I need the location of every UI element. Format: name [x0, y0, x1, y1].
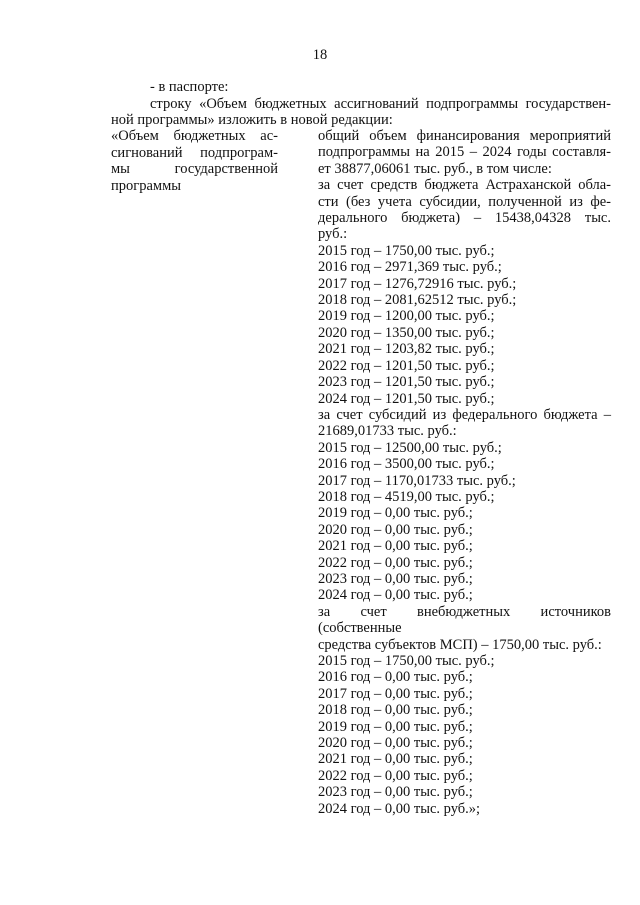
federal-year: 2016 год – 3500,00 тыс. руб.;	[318, 456, 495, 473]
federal-year: 2019 год – 0,00 тыс. руб.;	[318, 505, 473, 522]
page-number: 18	[312, 47, 328, 63]
intro-line: строку «Объем бюджетных ассигнований подпрограммы государствен-	[150, 95, 611, 112]
extrabudget-year: 2016 год – 0,00 тыс. руб.;	[318, 669, 473, 686]
regional-year: 2018 год – 2081,62512 тыс. руб.;	[318, 292, 517, 309]
row-label-line: программы	[111, 177, 181, 194]
extrabudget-year: 2017 год – 0,00 тыс. руб.;	[318, 685, 473, 702]
federal-line: 21689,01733 тыс. руб.:	[318, 423, 457, 440]
intro-paragraph	[111, 79, 611, 129]
regional-year: 2015 год – 1750,00 тыс. руб.;	[318, 242, 495, 259]
row-label	[111, 128, 278, 194]
regional-year: 2023 год – 1201,50 тыс. руб.;	[318, 374, 495, 391]
federal-year: 2020 год – 0,00 тыс. руб.;	[318, 521, 473, 538]
regional-year: 2016 год – 2971,369 тыс. руб.;	[318, 259, 502, 276]
federal-year: 2022 год – 0,00 тыс. руб.;	[318, 554, 473, 571]
extrabudget-year: 2023 год – 0,00 тыс. руб.;	[318, 784, 473, 801]
extrabudget-year: 2020 год – 0,00 тыс. руб.;	[318, 735, 473, 752]
total-line: общий объем финансирования мероприятий	[318, 128, 611, 144]
federal-year: 2017 год – 1170,01733 тыс. руб.;	[318, 472, 516, 489]
regional-line: дерального бюджета) – 15438,04328 тыс.	[318, 210, 611, 227]
federal-year: 2018 год – 4519,00 тыс. руб.;	[318, 488, 495, 505]
extrabudget-year: 2015 год – 1750,00 тыс. руб.;	[318, 653, 495, 669]
regional-line: за счет средств бюджета Астраханской обла-	[318, 177, 611, 194]
regional-line: руб.:	[318, 226, 348, 243]
extrabudget-year: 2019 год – 0,00 тыс. руб.;	[318, 718, 473, 735]
regional-line: сти (без учета субсидии, полученной из фе-	[318, 193, 611, 210]
regional-year: 2017 год – 1276,72916 тыс. руб.;	[318, 275, 517, 292]
regional-year: 2020 год – 1350,00 тыс. руб.;	[318, 324, 495, 341]
row-value	[318, 128, 611, 817]
total-line: ет 38877,06061 тыс. руб., в том числе:	[318, 160, 552, 177]
regional-year: 2021 год – 1203,82 тыс. руб.;	[318, 341, 495, 358]
extrabudget-year: 2022 год – 0,00 тыс. руб.;	[318, 767, 473, 784]
extrabudget-year: 2024 год – 0,00 тыс. руб.»;	[318, 800, 481, 817]
regional-year: 2022 год – 1201,50 тыс. руб.;	[318, 357, 495, 374]
regional-year: 2019 год – 1200,00 тыс. руб.;	[318, 308, 495, 325]
total-line: подпрограммы на 2015 – 2024 годы составля-	[318, 144, 611, 161]
regional-year: 2024 год – 1201,50 тыс. руб.;	[318, 390, 495, 407]
extrabudget-year: 2021 год – 0,00 тыс. руб.;	[318, 751, 473, 768]
extrabudget-line: за счет внебюджетных источников (собственные	[318, 603, 611, 637]
federal-line: за счет субсидий из федерального бюджета –	[318, 406, 611, 423]
extrabudget-year: 2018 год – 0,00 тыс. руб.;	[318, 702, 473, 719]
federal-year: 2015 год – 12500,00 тыс. руб.;	[318, 439, 502, 456]
intro-line: - в паспорте:	[150, 79, 229, 95]
row-label-line: сигнований подпрограм-	[111, 144, 278, 161]
federal-year: 2021 год – 0,00 тыс. руб.;	[318, 538, 473, 555]
row-label-line: мы государственной	[111, 161, 278, 177]
federal-year: 2023 год – 0,00 тыс. руб.;	[318, 570, 473, 587]
row-label-line: «Объем бюджетных ас-	[111, 128, 278, 144]
extrabudget-line: средства субъектов МСП) – 1750,00 тыс. руб.:	[318, 636, 602, 653]
federal-year: 2024 год – 0,00 тыс. руб.;	[318, 587, 473, 604]
intro-line: ной программы» изложить в новой редакции:	[111, 112, 393, 128]
